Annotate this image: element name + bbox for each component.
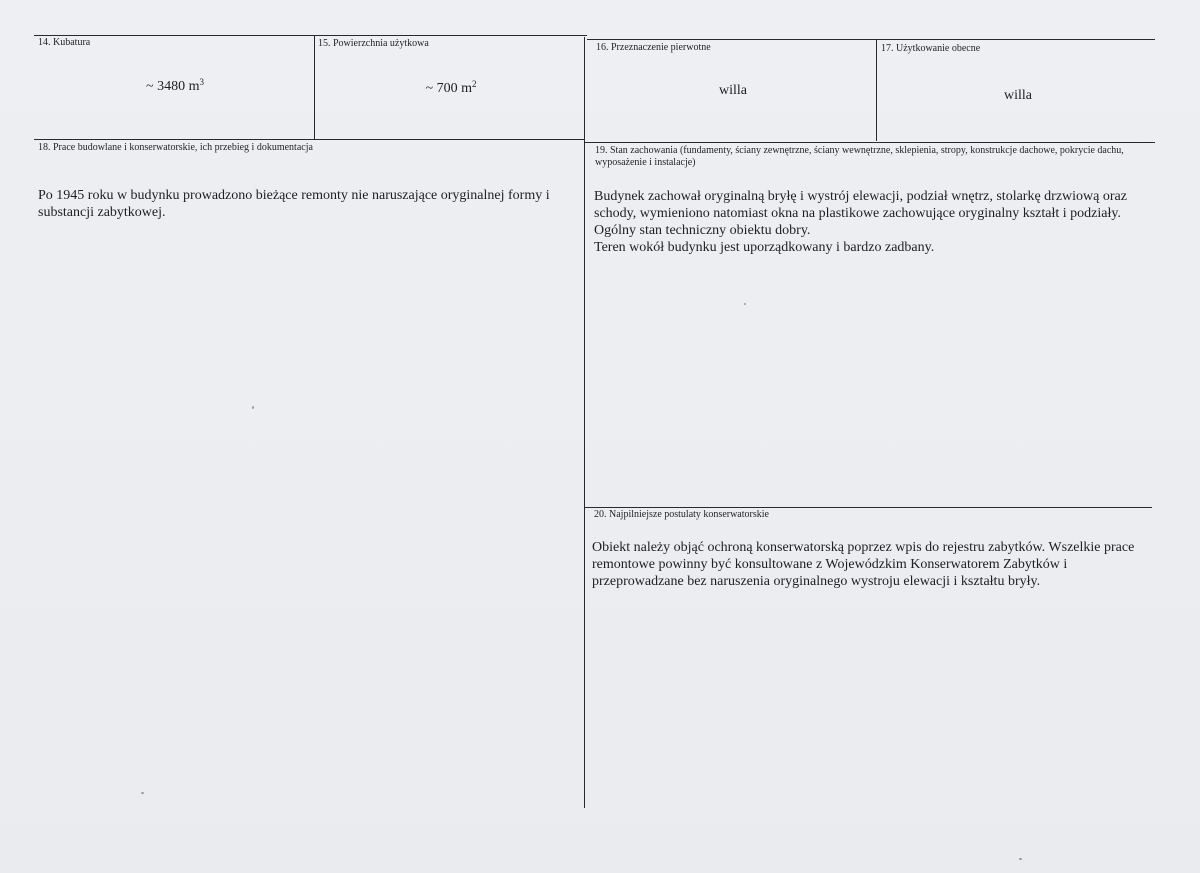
field-19-label: 19. Stan zachowania (fundamenty, ściany zewnętrzne, ściany wewnętrzne, sklepienia, stropy, konstrukcje dachowe, pokrycie dachu, wyposażenie i instalacje) [595, 145, 1124, 168]
field-19-paragraph: Teren wokół budynku jest uporządkowany i bardzo zadbany. [594, 240, 935, 255]
paper-speck [252, 406, 254, 409]
divider-16-17 [876, 39, 877, 141]
field-17-value: willa [1004, 88, 1032, 103]
field-15-exponent: 2 [471, 79, 477, 89]
field-17-label: 17. Użytkowanie obecne [881, 43, 981, 54]
mid-rule-right [585, 142, 1155, 143]
field-20-label: 20. Najpilniejsze postulaty konserwatorskie [594, 509, 769, 520]
field-16-value: willa [719, 83, 747, 98]
mid-rule-left [34, 139, 585, 140]
paper-speck [1019, 858, 1022, 860]
field-18-label: 18. Prace budowlane i konserwatorskie, ich przebieg i dokumentacja [38, 142, 313, 153]
divider-14-15 [314, 35, 315, 139]
field-19-text [594, 188, 1154, 256]
paper-speck [744, 303, 746, 305]
field-15-value [316, 80, 586, 97]
divider-main [584, 37, 585, 808]
field-15-label: 15. Powierzchnia użytkowa [318, 38, 429, 49]
field-19-paragraph: Ogólny stan techniczny obiektu dobry. [594, 223, 811, 238]
field-16-label: 16. Przeznaczenie pierwotne [596, 42, 711, 53]
field-14-label: 14. Kubatura [38, 37, 91, 48]
field-18-text: Po 1945 roku w budynku prowadzono bieżące remonty nie naruszające oryginalnej formy i substancji zabytkowej. [38, 188, 550, 220]
field-14-value [40, 78, 310, 95]
top-rule [34, 35, 587, 36]
top-rule-right [587, 39, 1155, 40]
rule-20 [585, 507, 1152, 508]
field-20-text: Obiekt należy objąć ochroną konserwatorską poprzez wpis do rejestru zabytków. Wszelkie prace remontowe powinny być konsultowane z Wojewódzkim Konserwatorem Zabytków i przeprowadzane bez naruszenia oryginalnego wystroju elewacji i kształtu bryły. [592, 540, 1135, 589]
field-15-number: ~ 700 m [425, 81, 472, 96]
field-14-exponent: 3 [199, 77, 204, 87]
field-14-number: ~ 3480 m [146, 79, 200, 94]
field-19-paragraph: Budynek zachował oryginalną bryłę i wystrój elewacji, podział wnętrz, stolarkę drzwiową oraz schody, wymieniono natomiast okna na plastikowe zachowujące oryginalny kształt i podziały. [594, 189, 1127, 221]
paper-speck [141, 792, 144, 794]
